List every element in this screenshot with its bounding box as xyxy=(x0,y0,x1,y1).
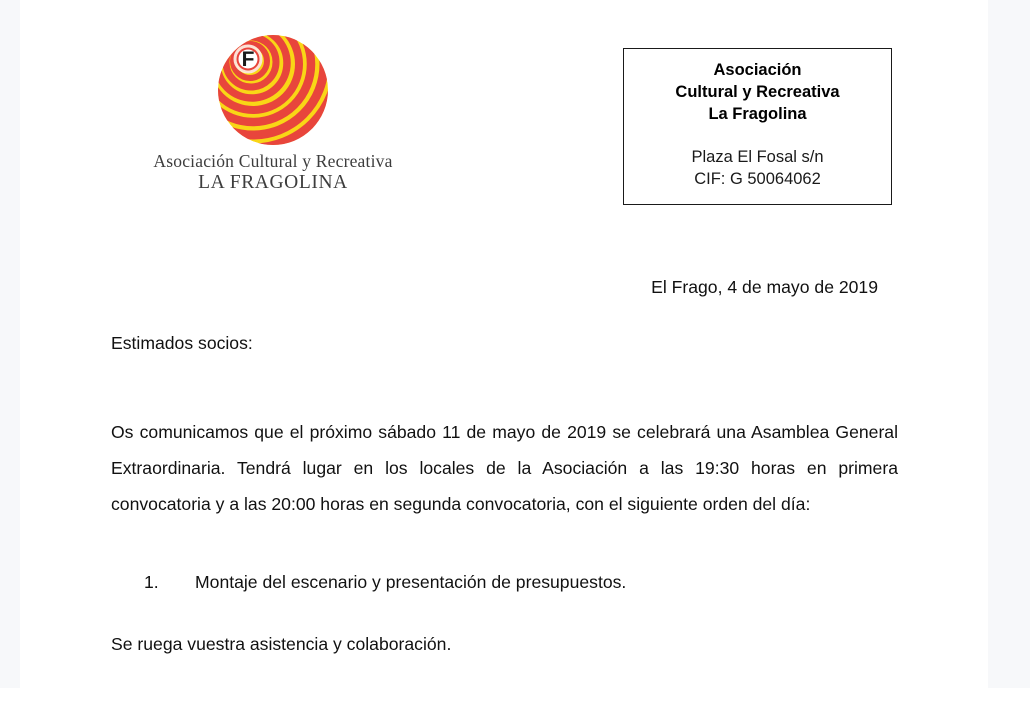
address-box-org-line1: Asociación xyxy=(713,61,802,79)
svg-text:F: F xyxy=(241,48,255,71)
closing-line: Se ruega vuestra asistencia y colaboración. xyxy=(111,634,452,654)
body-paragraph: Os comunicamos que el próximo sábado 11 de mayo de 2019 se celebrará una Asamblea General Extraordinaria. Tendrá lugar en los locales de la Asociación a las 19:30 horas en primera convocatoria y a las 20:00 horas en segunda convocatoria, con el siguiente orden del día: xyxy=(111,421,898,514)
address-box-org-name xyxy=(624,60,891,126)
viewer-gutter-left xyxy=(0,0,20,688)
address-box-org-line3: La Fragolina xyxy=(708,104,807,123)
logo-caption xyxy=(138,152,408,193)
agenda-list-item xyxy=(111,567,898,597)
organization-logo-block xyxy=(138,34,408,193)
viewer-gutter-right xyxy=(988,0,1030,688)
document-page xyxy=(20,0,988,688)
organization-address-box xyxy=(623,48,892,205)
logo-caption-line2: LA FRAGOLINA xyxy=(198,171,348,193)
salutation: Estimados socios: xyxy=(111,333,253,353)
logo-caption-line1: Asociación Cultural y Recreativa xyxy=(153,151,393,171)
address-box-contact xyxy=(624,147,891,191)
fragolina-spiral-logo-icon xyxy=(217,34,329,146)
agenda-item-number: 1. xyxy=(144,572,159,592)
agenda-list xyxy=(111,567,898,597)
address-box-tax-id: CIF: G 50064062 xyxy=(694,169,821,188)
address-box-org-line2: Cultural y Recreativa xyxy=(675,82,840,101)
dateline: El Frago, 4 de mayo de 2019 xyxy=(651,277,878,297)
agenda-item-text: Montaje del escenario y presentación de presupuestos. xyxy=(195,572,627,592)
address-box-street: Plaza El Fosal s/n xyxy=(691,147,824,166)
letterhead xyxy=(20,0,988,215)
